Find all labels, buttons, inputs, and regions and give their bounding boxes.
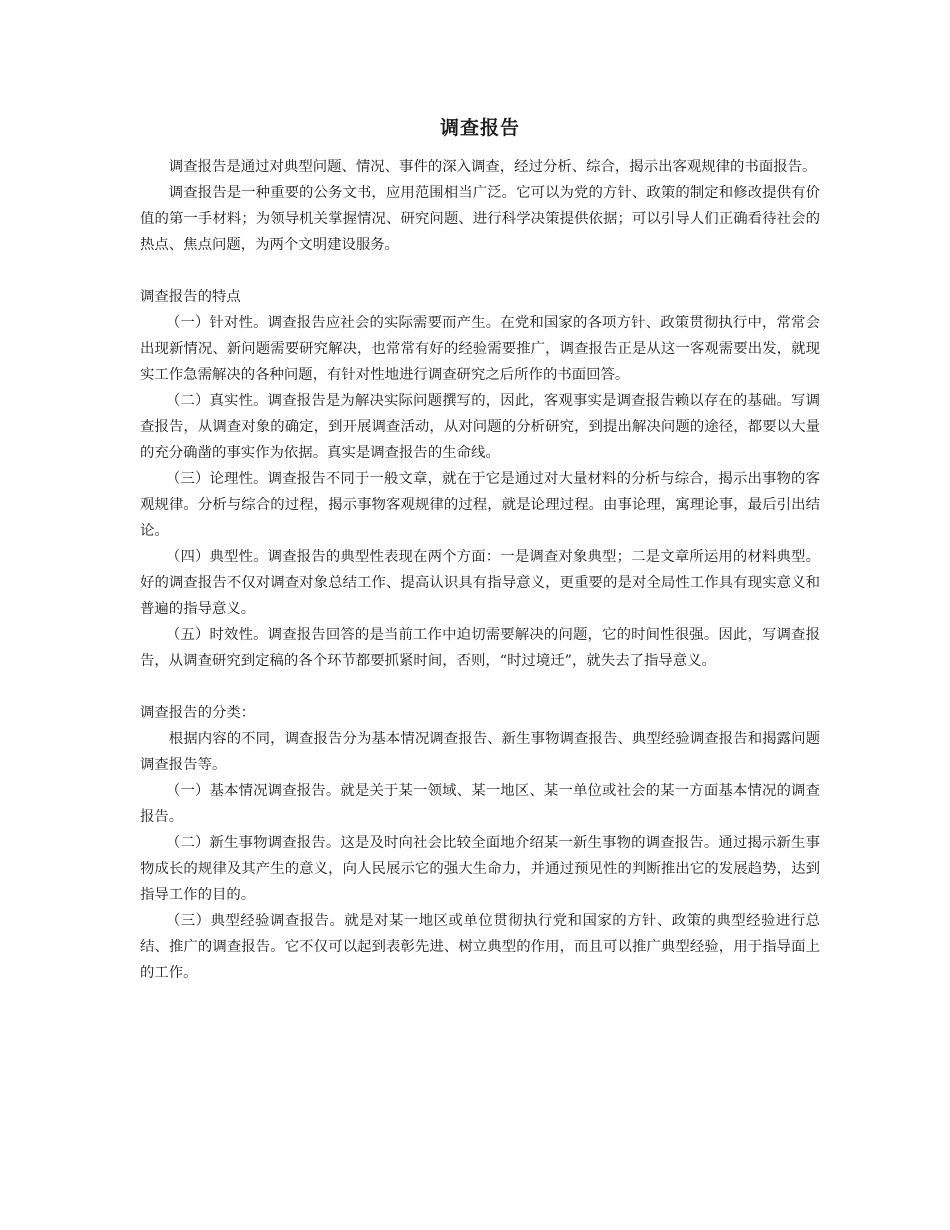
feature-item-2: （二）真实性。调查报告是为解决实际问题撰写的，因此，客观事实是调查报告赖以存在的基础。写调查报告，从调查对象的确定，到开展调查活动，从对问题的分析研究，到提出解决问题的途径，都要以大量的充分确凿的事实作为依据。真实是调查报告的生命线。 <box>140 393 820 461</box>
document-title: 调查报告 <box>439 117 520 139</box>
features-heading: 调查报告的特点 <box>140 289 241 305</box>
document-page <box>140 110 820 986</box>
types-intro: 根据内容的不同，调查报告分为基本情况调查报告、新生事物调查报告、典型经验调查报告和揭露问题调查报告等。 <box>140 731 820 773</box>
types-heading: 调查报告的分类： <box>140 705 256 721</box>
type-item-2: （二）新生事物调查报告。这是及时向社会比较全面地介绍某一新生事物的调查报告。通过揭示新生事物成长的规律及其产生的意义，向人民展示它的强大生命力，并通过预见性的判断推出它的发展趋势，达到指导工作的目的。 <box>140 835 820 903</box>
intro-paragraph-1: 调查报告是通过对典型问题、情况、事件的深入调查，经过分析、综合，揭示出客观规律的书面报告。 <box>168 159 817 175</box>
intro-paragraph-2: 调查报告是一种重要的公务文书，应用范围相当广泛。它可以为党的方针、政策的制定和修改提供有价值的第一手材料；为领导机关掌握情况、研究问题、进行科学决策提供依据；可以引导人们正确看待社会的热点、焦点问题，为两个文明建设服务。 <box>140 185 820 253</box>
type-item-1: （一）基本情况调查报告。就是关于某一领域、某一地区、某一单位或社会的某一方面基本情况的调查报告。 <box>140 783 820 825</box>
section-spacer <box>140 258 820 284</box>
type-item-3: （三）典型经验调查报告。就是对某一地区或单位贯彻执行党和国家的方针、政策的典型经验进行总结、推广的调查报告。它不仅可以起到表彰先进、树立典型的作用，而且可以推广典型经验，用于指导面上的工作。 <box>140 913 820 981</box>
section-spacer <box>140 674 820 700</box>
feature-item-5: （五）时效性。调查报告回答的是当前工作中迫切需要解决的问题，它的时间性很强。因此，写调查报告，从调查研究到定稿的各个环节都要抓紧时间，否则，“时过境迁”，就失去了指导意义。 <box>140 627 820 669</box>
feature-item-4: （四）典型性。调查报告的典型性表现在两个方面：一是调查对象典型；二是文章所运用的材料典型。好的调查报告不仅对调查对象总结工作、提高认识具有指导意义，更重要的是对全局性工作具有现实意义和普遍的指导意义。 <box>140 549 820 617</box>
feature-item-3: （三）论理性。调查报告不同于一般文章，就在于它是通过对大量材料的分析与综合，揭示出事物的客观规律。分析与综合的过程，揭示事物客观规律的过程，就是论理过程。由事论理，寓理论事，最后引出结论。 <box>140 471 820 539</box>
feature-item-1: （一）针对性。调查报告应社会的实际需要而产生。在党和国家的各项方针、政策贯彻执行中，常常会出现新情况、新问题需要研究解决，也常常有好的经验需要推广，调查报告正是从这一客观需要出发，就现实工作急需解决的各种问题，有针对性地进行调查研究之后所作的书面回答。 <box>140 315 820 383</box>
